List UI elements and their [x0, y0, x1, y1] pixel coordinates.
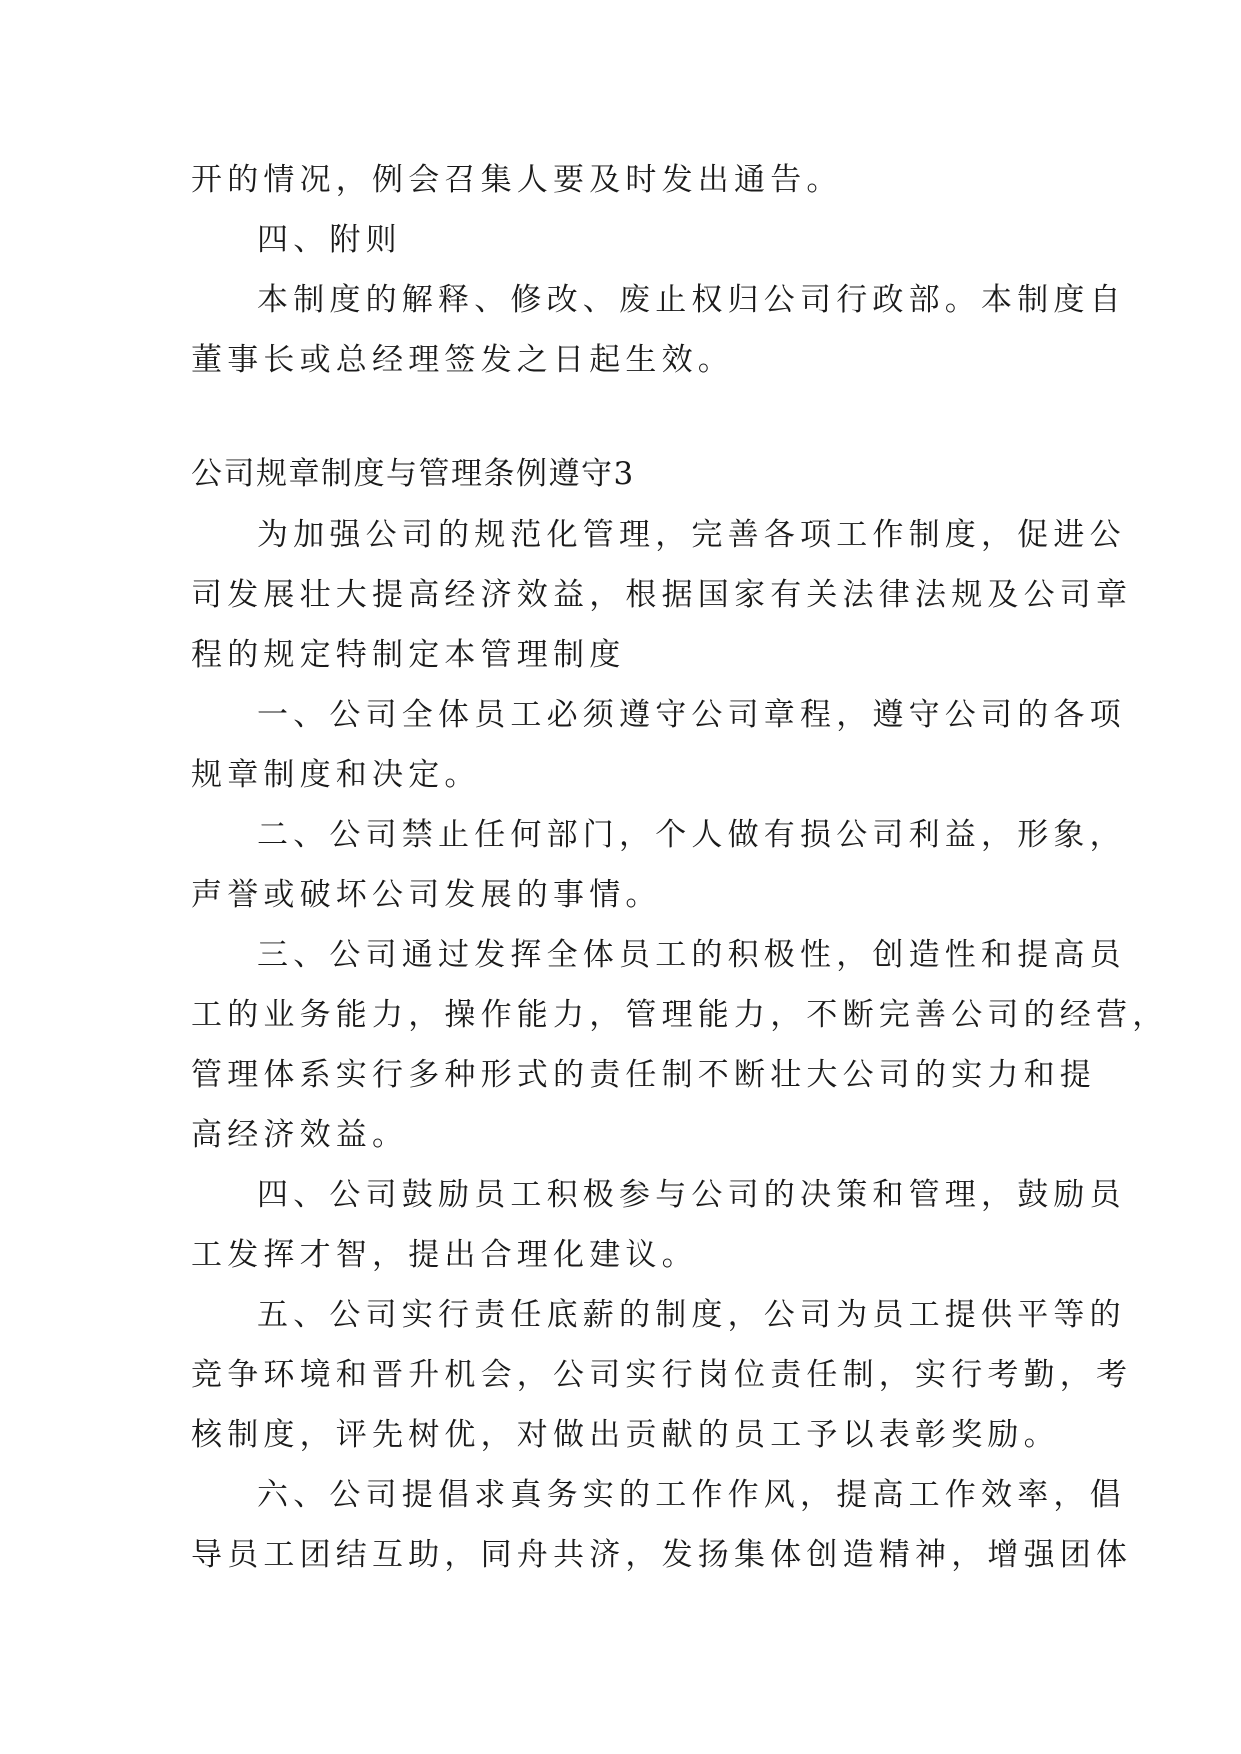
text-line: 竞争环境和晋升机会，公司实行岗位责任制，实行考勤，考: [191, 1357, 1133, 1393]
text-line: 四、公司鼓励员工积极参与公司的决策和管理，鼓励员: [257, 1177, 1126, 1213]
text-line: 董事长或总经理签发之日起生效。: [191, 342, 734, 378]
text-line: 工发挥才智，提出合理化建议。: [191, 1237, 698, 1273]
text-line: 规章制度和决定。: [191, 757, 481, 793]
text-line: 五、公司实行责任底薪的制度，公司为员工提供平等的: [257, 1297, 1126, 1333]
text-line: 程的规定特制定本管理制度: [191, 637, 626, 673]
text-line: 高经济效益。: [191, 1117, 409, 1153]
text-line: 管理体系实行多种形式的责任制不断壮大公司的实力和提: [191, 1057, 1096, 1093]
text-line: 三、公司通过发挥全体员工的积极性，创造性和提高员: [257, 937, 1126, 973]
text-line: 工的业务能力，操作能力，管理能力，不断完善公司的经营，: [191, 997, 1169, 1033]
text-line: 本制度的解释、修改、废止权归公司行政部。本制度自: [257, 282, 1126, 318]
text-line: 核制度，评先树优，对做出贡献的员工予以表彰奖励。: [191, 1417, 1060, 1453]
section-heading: 四、附则: [257, 222, 402, 258]
text-line: 导员工团结互助，同舟共济，发扬集体创造精神，增强团体: [191, 1537, 1133, 1573]
text-line: 司发展壮大提高经济效益，根据国家有关法律法规及公司章: [191, 577, 1133, 613]
text-line: 声誉或破坏公司发展的事情。: [191, 877, 662, 913]
text-line: 为加强公司的规范化管理，完善各项工作制度，促进公: [257, 517, 1126, 553]
text-line: 二、公司禁止任何部门，个人做有损公司利益，形象，: [257, 817, 1126, 853]
article-title: 公司规章制度与管理条例遵守3: [191, 456, 635, 492]
text-line: 一、公司全体员工必须遵守公司章程，遵守公司的各项: [257, 697, 1126, 733]
text-line: 开的情况，例会召集人要及时发出通告。: [191, 162, 843, 198]
text-line: 六、公司提倡求真务实的工作作风，提高工作效率，倡: [257, 1477, 1126, 1513]
